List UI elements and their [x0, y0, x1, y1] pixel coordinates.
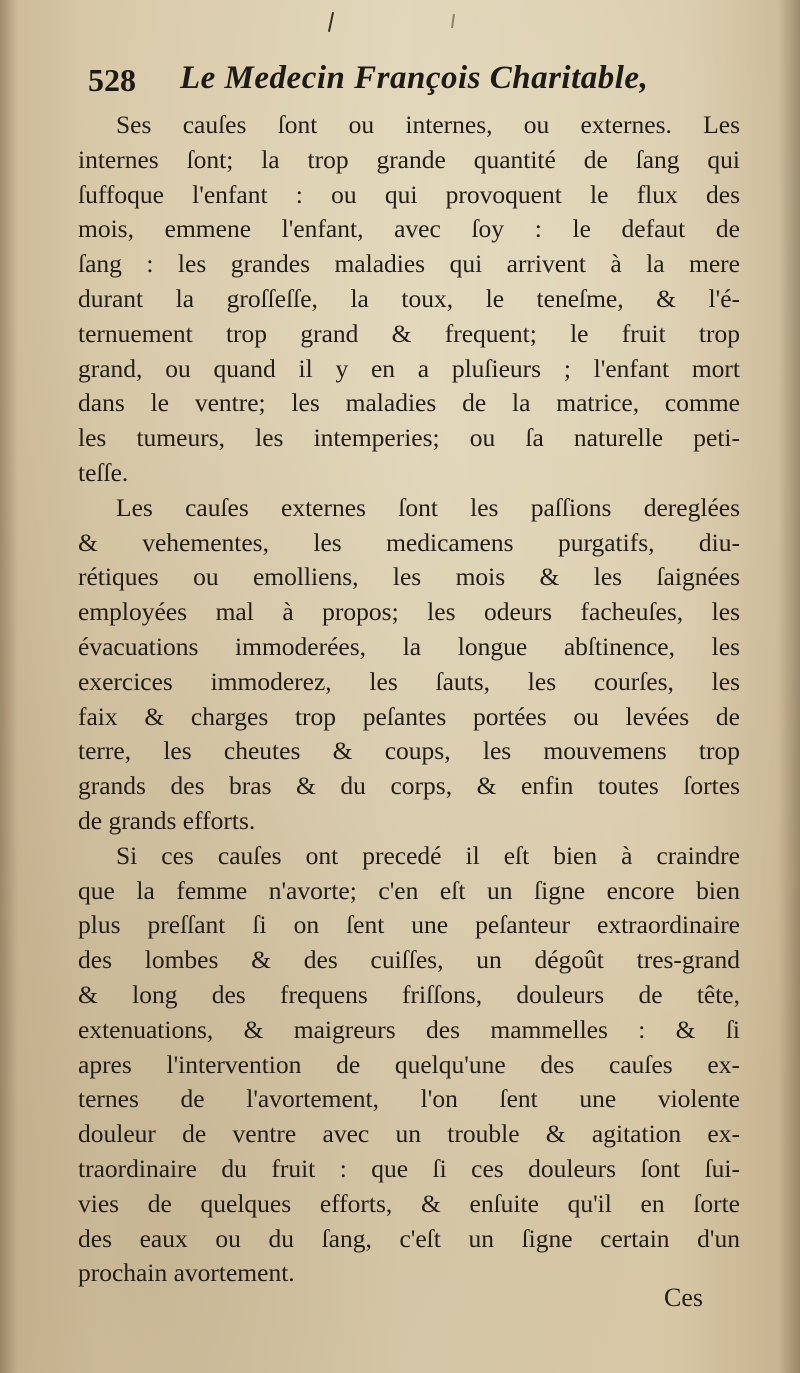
text-line: internes ſont; la trop grande quantité de ſang qui: [78, 144, 740, 174]
text-line: apres l'intervention de quelqu'une des cauſes ex-: [78, 1049, 740, 1079]
text-line: que la femme n'avorte; c'en eſt un ſigne encore bien: [78, 875, 740, 905]
text-line: durant la groſſeſſe, la toux, le teneſme, & l'é-: [78, 283, 740, 313]
text-line: Les cauſes externes ſont les paſſions dereglées: [116, 492, 740, 522]
text-line: extenuations, & maigreurs des mammelles : & ſi: [78, 1014, 740, 1044]
text-line: ſang : les grandes maladies qui arrivent à la mere: [78, 249, 740, 279]
text-line: exercices immoderez, les ſauts, les courſes, les: [78, 666, 740, 696]
text-line: mois, emmene l'enfant, avec ſoy : le defaut de: [78, 214, 740, 244]
text-line: & long des frequens friſſons, douleurs de tête,: [78, 979, 740, 1009]
text-line: traordinaire du fruit : que ſi ces douleurs ſont ſui-: [78, 1153, 740, 1183]
text-line: Ses cauſes ſont ou internes, ou externes. Les: [116, 110, 740, 139]
page-number: 528: [88, 62, 136, 98]
text-line: plus preſſant ſi on ſent une peſanteur extraordinaire: [78, 910, 740, 940]
text-line: rétiques ou emolliens, les mois & les ſaignées: [78, 562, 740, 592]
text-line: dans le ventre; les maladies de la matrice, comme: [78, 388, 740, 418]
text-line: grands des bras & du corps, & enfin toutes ſortes: [78, 771, 740, 801]
text-line: employées mal à propos; les odeurs facheuſes, les: [78, 597, 740, 627]
text-line: prochain avortement.: [78, 1258, 295, 1288]
ink-mark: [451, 14, 455, 28]
text-line: douleur de ventre avec un trouble & agitation ex-: [78, 1119, 740, 1149]
main-text: [78, 108, 740, 1291]
text-line: les tumeurs, les intemperies; ou ſa naturelle peti-: [78, 423, 740, 453]
running-title: Le Medecin François Charitable,: [180, 60, 649, 96]
text-line: teſſe.: [78, 457, 129, 487]
text-line: Si ces cauſes ont precedé il eſt bien à craindre: [116, 840, 740, 870]
text-line: ternuement trop grand & frequent; le fruit trop: [78, 318, 740, 348]
ink-mark: [328, 12, 334, 32]
text-line: des eaux ou du ſang, c'eſt un ſigne certain d'un: [78, 1223, 740, 1253]
text-line: des lombes & des cuiſſes, un dégoût tres-grand: [78, 945, 740, 975]
text-line: grand, ou quand il y en a pluſieurs ; l'enfant mort: [78, 353, 740, 383]
text-line: faix & charges trop peſantes portées ou levées de: [78, 701, 740, 731]
text-line: de grands efforts.: [78, 805, 256, 835]
text-line: évacuations immoderées, la longue abſtinence, les: [78, 631, 740, 661]
running-head: [88, 58, 728, 104]
catchword: Ces: [664, 1283, 703, 1312]
page-gutter-shadow: [0, 0, 18, 1373]
page-edge-shadow: [778, 0, 800, 1373]
text-line: vies de quelques efforts, & enſuite qu'il en ſorte: [78, 1188, 740, 1218]
text-line: ſuffoque l'enfant : ou qui provoquent le flux des: [78, 179, 740, 209]
text-line: ternes de l'avortement, l'on ſent une violente: [78, 1084, 740, 1114]
text-line: & vehementes, les medicamens purgatifs, diu-: [78, 527, 740, 557]
text-line: terre, les cheutes & coups, les mouvemens trop: [78, 736, 740, 766]
